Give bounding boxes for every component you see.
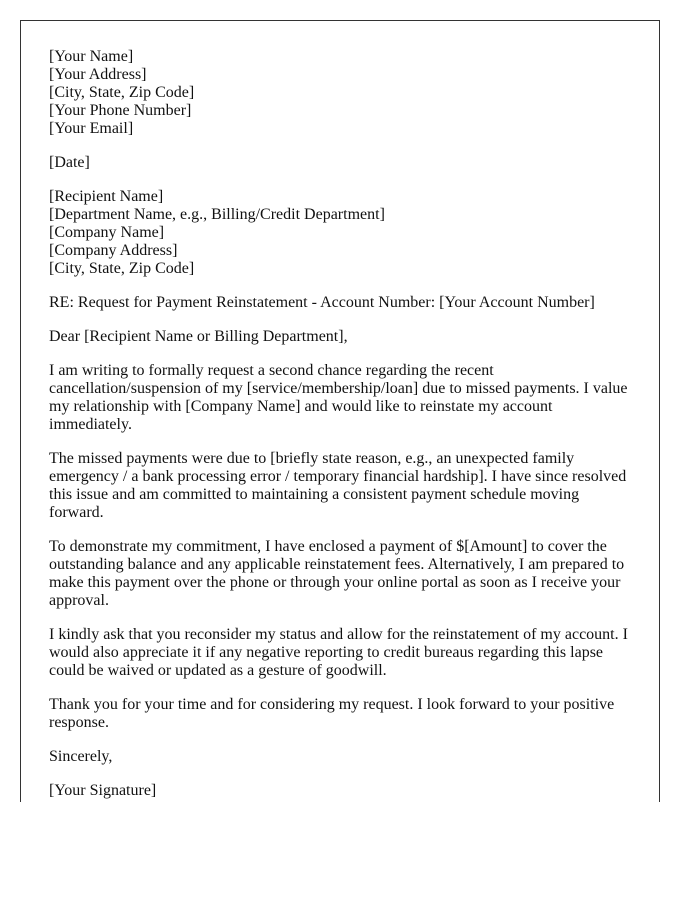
sender-name: [Your Name] <box>49 48 134 65</box>
recipient-department: [Department Name, e.g., Billing/Credit Department] <box>49 206 385 223</box>
sender-city-state-zip: [City, State, Zip Code] <box>49 84 195 101</box>
subject-line: RE: Request for Payment Reinstatement - Account Number: [Your Account Number] <box>49 294 595 311</box>
sender-address-block <box>49 48 631 138</box>
sender-address: [Your Address] <box>49 66 147 83</box>
signature: [Your Signature] <box>49 782 157 799</box>
date-line: [Date] <box>49 154 90 171</box>
body-paragraph-1: I am writing to formally request a second chance regarding the recent cancellation/suspension of my [service/membership/loan] due to missed payments. I value my relationship with [Company Name] and would like to reinstate my account immediately. <box>49 362 628 433</box>
sender-phone: [Your Phone Number] <box>49 102 192 119</box>
body-paragraph-3: To demonstrate my commitment, I have enclosed a payment of $[Amount] to cover the outstanding balance and any applicable reinstatement fees. Alternatively, I am prepared to make this payment over the phone or through your online portal as soon as I receive your approval. <box>49 538 625 609</box>
recipient-city-state-zip: [City, State, Zip Code] <box>49 260 195 277</box>
body-paragraph-2: The missed payments were due to [briefly state reason, e.g., an unexpected family emergency / a bank processing error / temporary financial hardship]. I have since resolved this issue and am committed to maintaining a consistent payment schedule moving forward. <box>49 450 627 521</box>
body-paragraph-4: I kindly ask that you reconsider my status and allow for the reinstatement of my account. I would also appreciate it if any negative reporting to credit bureaus regarding this lapse could be waived or updated as a gesture of goodwill. <box>49 626 628 679</box>
sender-email: [Your Email] <box>49 120 134 137</box>
letter-page <box>20 20 660 802</box>
recipient-company-address: [Company Address] <box>49 242 178 259</box>
recipient-company: [Company Name] <box>49 224 165 241</box>
recipient-address-block <box>49 188 631 278</box>
closing: Sincerely, <box>49 748 113 765</box>
body-paragraph-5: Thank you for your time and for considering my request. I look forward to your positive response. <box>49 696 615 731</box>
salutation: Dear [Recipient Name or Billing Department], <box>49 328 348 345</box>
recipient-name: [Recipient Name] <box>49 188 164 205</box>
